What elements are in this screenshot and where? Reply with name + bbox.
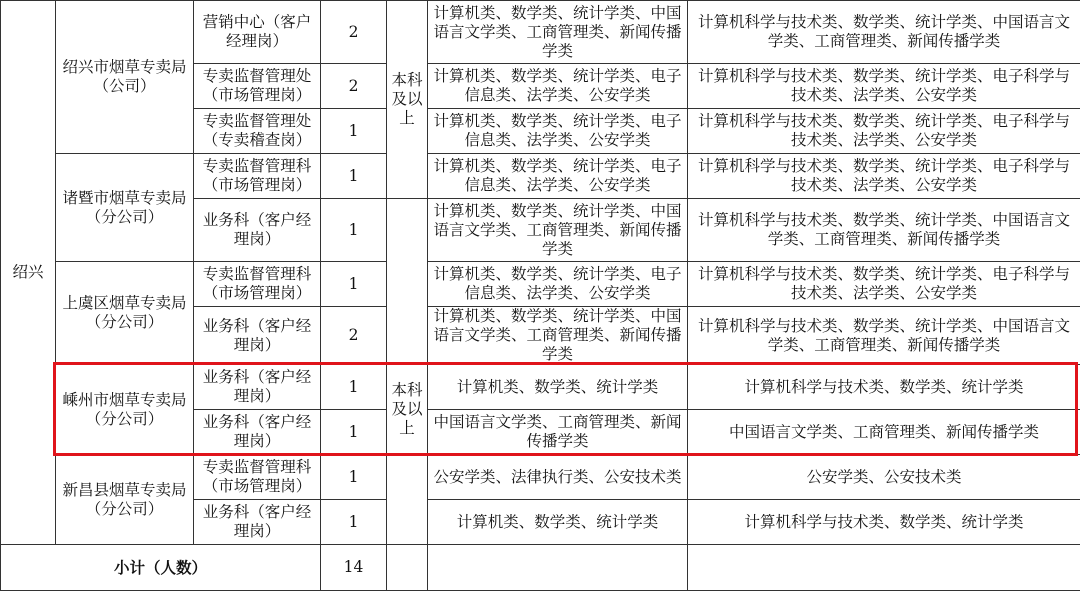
position-cell: 专卖监督管理处（市场管理岗）	[194, 64, 321, 109]
position-cell: 专卖监督管理科（市场管理岗）	[194, 262, 321, 307]
subtotal-blank	[688, 545, 1080, 591]
undergrad-major-cell: 计算机类、数学类、统计学类、中国语言文学类、工商管理类、新闻传播学类	[428, 199, 688, 262]
subtotal-label: 小计（人数）	[1, 545, 321, 591]
count-cell: 1	[321, 365, 387, 410]
position-cell: 专卖监督管理科（市场管理岗）	[194, 154, 321, 199]
count-cell: 2	[321, 307, 387, 365]
undergrad-major-cell: 计算机类、数学类、统计学类、电子信息类、法学类、公安学类	[428, 262, 688, 307]
education-cell-blank	[387, 199, 428, 365]
undergrad-major-cell: 计算机类、数学类、统计学类	[428, 365, 688, 410]
grad-major-cell: 中国语言文学类、工商管理类、新闻传播学类	[688, 410, 1080, 455]
position-cell: 业务科（客户经理岗）	[194, 365, 321, 410]
subtotal-count: 14	[321, 545, 387, 591]
count-cell: 1	[321, 500, 387, 545]
count-cell: 1	[321, 199, 387, 262]
unit-cell: 诸暨市烟草专卖局（分公司）	[56, 154, 194, 262]
grad-major-cell: 计算机科学与技术类、数学类、统计学类、电子科学与技术类、法学类、公安学类	[688, 262, 1080, 307]
region-cell: 绍兴	[1, 1, 56, 545]
position-cell: 专卖监督管理处（专卖稽查岗）	[194, 109, 321, 154]
grad-major-cell: 计算机科学与技术类、数学类、统计学类	[688, 365, 1080, 410]
unit-cell: 上虞区烟草专卖局（分公司）	[56, 262, 194, 365]
count-cell: 1	[321, 455, 387, 500]
grad-major-cell: 计算机科学与技术类、数学类、统计学类	[688, 500, 1080, 545]
position-cell: 业务科（客户经理岗）	[194, 199, 321, 262]
grad-major-cell: 计算机科学与技术类、数学类、统计学类、电子科学与技术类、法学类、公安学类	[688, 109, 1080, 154]
unit-cell: 嵊州市烟草专卖局（分公司）	[56, 365, 194, 455]
count-cell: 2	[321, 64, 387, 109]
position-cell: 专卖监督管理科（市场管理岗）	[194, 455, 321, 500]
position-cell: 业务科（客户经理岗）	[194, 410, 321, 455]
position-cell: 营销中心（客户经理岗）	[194, 1, 321, 64]
grad-major-cell: 计算机科学与技术类、数学类、统计学类、中国语言文学类、工商管理类、新闻传播学类	[688, 307, 1080, 365]
undergrad-major-cell: 公安学类、法律执行类、公安技术类	[428, 455, 688, 500]
count-cell: 1	[321, 410, 387, 455]
education-cell: 本科及以上	[387, 365, 428, 455]
undergrad-major-cell: 中国语言文学类、工商管理类、新闻传播学类	[428, 410, 688, 455]
education-cell: 本科及以上	[387, 1, 428, 199]
grad-major-cell: 公安学类、公安技术类	[688, 455, 1080, 500]
unit-cell: 新昌县烟草专卖局（分公司）	[56, 455, 194, 545]
undergrad-major-cell: 计算机类、数学类、统计学类、中国语言文学类、工商管理类、新闻传播学类	[428, 307, 688, 365]
undergrad-major-cell: 计算机类、数学类、统计学类、电子信息类、法学类、公安学类	[428, 109, 688, 154]
position-cell: 业务科（客户经理岗）	[194, 307, 321, 365]
undergrad-major-cell: 计算机类、数学类、统计学类	[428, 500, 688, 545]
grad-major-cell: 计算机科学与技术类、数学类、统计学类、中国语言文学类、工商管理类、新闻传播学类	[688, 1, 1080, 64]
subtotal-blank	[387, 545, 428, 591]
education-cell-blank	[387, 455, 428, 545]
grad-major-cell: 计算机科学与技术类、数学类、统计学类、电子科学与技术类、法学类、公安学类	[688, 154, 1080, 199]
undergrad-major-cell: 计算机类、数学类、统计学类、中国语言文学类、工商管理类、新闻传播学类	[428, 1, 688, 64]
count-cell: 1	[321, 109, 387, 154]
unit-cell: 绍兴市烟草专卖局（公司）	[56, 1, 194, 154]
count-cell: 1	[321, 154, 387, 199]
subtotal-blank	[428, 545, 688, 591]
undergrad-major-cell: 计算机类、数学类、统计学类、电子信息类、法学类、公安学类	[428, 64, 688, 109]
undergrad-major-cell: 计算机类、数学类、统计学类、电子信息类、法学类、公安学类	[428, 154, 688, 199]
grad-major-cell: 计算机科学与技术类、数学类、统计学类、中国语言文学类、工商管理类、新闻传播学类	[688, 199, 1080, 262]
position-cell: 业务科（客户经理岗）	[194, 500, 321, 545]
grad-major-cell: 计算机科学与技术类、数学类、统计学类、电子科学与技术类、法学类、公安学类	[688, 64, 1080, 109]
count-cell: 2	[321, 1, 387, 64]
count-cell: 1	[321, 262, 387, 307]
